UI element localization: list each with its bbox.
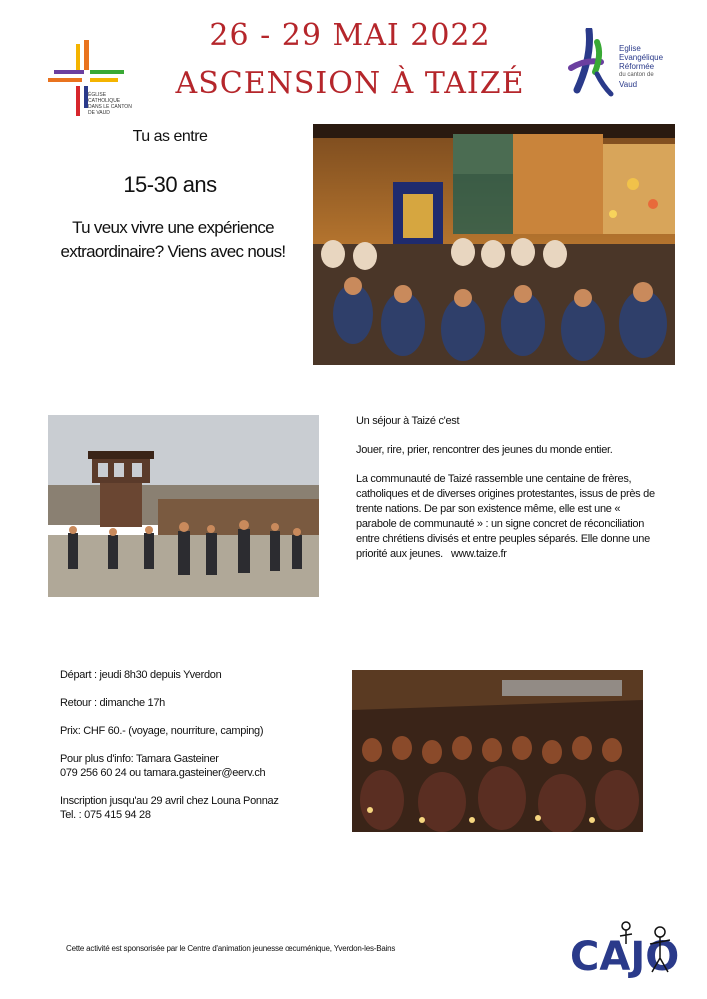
cajo-logo-icon	[568, 918, 678, 982]
description-intro: Un séjour à Taizé c'est	[356, 415, 460, 427]
taize-website-link[interactable]: www.taize.fr	[450, 548, 507, 560]
contact-info	[60, 752, 340, 780]
cajo-logo	[568, 918, 678, 982]
catholic-church-logo	[44, 40, 134, 120]
intro-line: Tu as entre	[132, 128, 208, 145]
sponsor-note: Cette activité est sponsorisée par le Centre d'animation jeunesse œcuménique, Yverdon-les-Bains	[66, 944, 396, 953]
description-block	[356, 414, 656, 576]
candle-prayer-photo	[352, 670, 643, 832]
description-activities: Jouer, rire, prier, rencontrer des jeunes du monde entier.	[356, 444, 613, 456]
bell-tower-photo	[48, 415, 319, 597]
intro-tagline: Tu veux vivre une expérience extraordinaire? Viens avec nous!	[60, 218, 286, 261]
practical-info	[60, 668, 340, 836]
community-text: La communauté de Taizé rassemble une centaine de frères, catholiques et de diverses origines protestantes, issus de près de trente nations. De par son existence même, elle est une « parabole de communauté » : un signe concret de réconciliation entre chrétiens divisés et entre peuples séparés. Elle donne une priorité aux jeunes.	[356, 473, 655, 560]
logo-caption-line: DE VAUD	[88, 110, 110, 116]
logo-line: Vaud	[619, 80, 638, 89]
age-range: 15-30 ans	[123, 172, 217, 197]
logo-line: Réformée	[619, 62, 655, 71]
logo-line: Eglise	[619, 44, 641, 53]
contact-detail: 079 256 60 24 ou tamara.gasteiner@eerv.ch	[60, 767, 266, 779]
church-interior-photo	[313, 124, 675, 365]
registration-info	[60, 794, 340, 822]
logo-line: Evangélique	[619, 53, 664, 62]
registration-phone: Tel. : 075 415 94 28	[60, 809, 151, 821]
event-title: ASCENSION À TAIZÉ	[175, 66, 525, 101]
event-dates: 26 - 29 MAI 2022	[209, 18, 491, 53]
logo-caption-line: CATHOLIQUE	[88, 98, 121, 104]
reformed-church-logo	[567, 28, 677, 108]
price-info: Prix: CHF 60.- (voyage, nourriture, camping)	[60, 725, 264, 737]
return-info: Retour : dimanche 17h	[60, 697, 165, 709]
reformed-church-emblem-icon	[567, 28, 617, 100]
contact-label: Pour plus d'info: Tamara Gasteiner	[60, 753, 219, 765]
logo-caption-line: DANS LE CANTON	[88, 104, 132, 110]
departure-info: Départ : jeudi 8h30 depuis Yverdon	[60, 669, 222, 681]
cajo-wordmark: CAJO	[570, 934, 678, 980]
logo-subtitle: du canton de	[619, 72, 654, 78]
logo-caption-line: ÉGLISE	[88, 92, 107, 98]
registration-deadline: Inscription jusqu'au 29 avril chez Louna Ponnaz	[60, 795, 279, 807]
description-community	[356, 472, 656, 562]
